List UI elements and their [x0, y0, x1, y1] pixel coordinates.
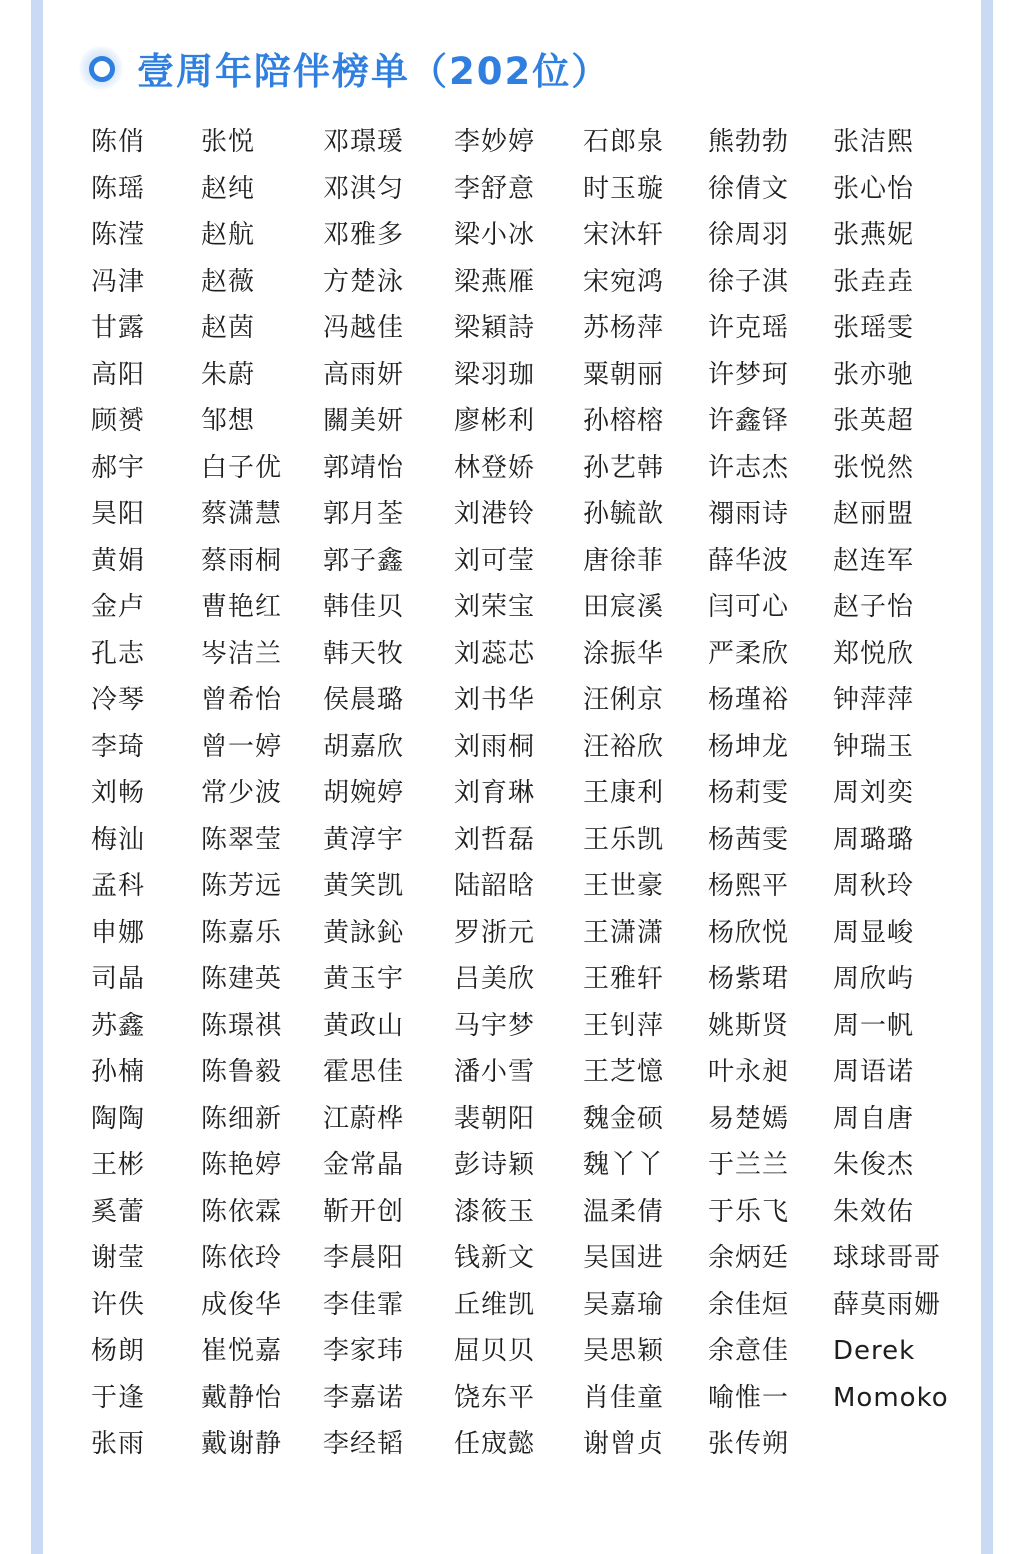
name-entry: 周璐璐: [833, 824, 915, 855]
name-entry: 郭靖怡: [323, 452, 405, 483]
name-entry: 陈建英: [201, 964, 283, 994]
name-entry: 杨朗: [91, 1336, 146, 1366]
name-entry: 饶东平: [454, 1382, 536, 1413]
name-entry: 孟科: [91, 871, 146, 901]
name-entry: 梁燕雁: [454, 266, 536, 297]
name-entry: 岑洁兰: [201, 638, 283, 669]
name-entry: 孙毓歆: [583, 499, 665, 529]
name-entry: 谢莹: [91, 1243, 146, 1273]
name-entry: 昊阳: [91, 499, 146, 529]
name-entry: 陆韶晗: [454, 871, 536, 901]
name-entry: 高阳: [91, 359, 146, 390]
name-row: [43, 352, 981, 399]
name-entry: 潘小雪: [454, 1057, 536, 1087]
name-entry: 赵丽盟: [833, 499, 915, 529]
name-entry: 李晨阳: [323, 1243, 405, 1273]
name-entry: 杨瑾裕: [708, 685, 790, 715]
name-row: [43, 119, 981, 166]
name-entry: 闫可心: [708, 592, 790, 622]
name-entry: 张英超: [833, 406, 915, 436]
name-entry: 严柔欣: [708, 638, 790, 669]
name-entry: 王雅轩: [583, 964, 665, 994]
name-entry: 谢曾贞: [583, 1429, 665, 1459]
name-row: [43, 305, 981, 352]
name-entry: 黄詠鈊: [323, 917, 405, 948]
name-row: [43, 863, 981, 910]
name-entry: 孙楠: [91, 1057, 146, 1087]
name-entry: 吴嘉瑜: [583, 1289, 665, 1320]
name-entry: 魏丫丫: [583, 1150, 665, 1180]
name-entry: 魏金硕: [583, 1103, 665, 1134]
name-entry: 李妙婷: [454, 127, 536, 157]
name-entry: 徐倩文: [708, 173, 790, 204]
name-entry: 熊勃勃: [708, 127, 790, 157]
name-entry: 杨坤龙: [708, 731, 790, 762]
name-entry: 林登娇: [454, 452, 536, 483]
name-entry: 冯津: [91, 266, 146, 297]
name-entry: 江蔚桦: [323, 1103, 405, 1134]
name-entry: 朱效佑: [833, 1196, 915, 1227]
name-entry: 刘可莹: [454, 545, 536, 576]
name-entry: 邓璟瑗: [323, 127, 405, 157]
name-entry: 汪裕欣: [583, 731, 665, 762]
name-entry: 吴思颖: [583, 1336, 665, 1366]
name-row: [43, 631, 981, 678]
name-entry: 陈依玲: [201, 1243, 283, 1273]
name-row: [43, 817, 981, 864]
name-entry: 韩天牧: [323, 638, 405, 669]
name-entry: 时玉璇: [583, 173, 665, 204]
name-entry: 周秋玲: [833, 871, 915, 901]
name-entry: 刘荣宝: [454, 592, 536, 622]
name-entry: 薛莫雨姗: [833, 1289, 942, 1320]
name-entry: 张燕妮: [833, 220, 915, 250]
name-entry: 侯晨璐: [323, 685, 405, 715]
name-entry: 關美妍: [323, 406, 405, 436]
name-entry: 张垚垚: [833, 266, 915, 297]
name-entry: 高雨妍: [323, 359, 405, 390]
name-entry: 黄笑凯: [323, 871, 405, 901]
name-entry: 于乐飞: [708, 1196, 790, 1227]
name-entry: 郑悦欣: [833, 638, 915, 669]
name-entry: 漆筱玉: [454, 1196, 536, 1227]
name-row: [43, 212, 981, 259]
name-entry: 韩佳贝: [323, 592, 405, 622]
name-entry: 张瑶雯: [833, 313, 915, 343]
name-entry: 张心怡: [833, 173, 915, 204]
name-entry: 邓雅多: [323, 220, 405, 250]
name-entry: 梁穎詩: [454, 313, 536, 343]
name-entry: 刘育琳: [454, 778, 536, 808]
name-row: [43, 445, 981, 492]
name-entry: 陈滢: [91, 220, 146, 250]
name-entry: 王彬: [91, 1150, 146, 1180]
name-entry: 孔志: [91, 638, 146, 669]
name-entry: 陈鲁毅: [201, 1057, 283, 1087]
name-entry: 杨欣悦: [708, 917, 790, 948]
name-entry: 王潇潇: [583, 917, 665, 948]
name-entry: 陈俏: [91, 127, 146, 157]
name-entry: 廖彬利: [454, 406, 536, 436]
name-entry: 李嘉诺: [323, 1382, 405, 1413]
section-heading: [87, 40, 610, 96]
name-entry: 孙榕榕: [583, 406, 665, 436]
name-row: [43, 770, 981, 817]
name-entry: 刘书华: [454, 685, 536, 715]
name-entry: 刘港铃: [454, 499, 536, 529]
name-row: [43, 259, 981, 306]
name-row: [43, 491, 981, 538]
name-entry: 刘畅: [91, 778, 146, 808]
name-entry: 胡婉婷: [323, 778, 405, 808]
name-entry: 姚斯贤: [708, 1010, 790, 1041]
name-entry: 薛华波: [708, 545, 790, 576]
name-row: [43, 1003, 981, 1050]
name-entry: 刘哲磊: [454, 824, 536, 855]
name-row: [43, 1096, 981, 1143]
name-row: [43, 538, 981, 585]
name-entry: 陈瑶: [91, 173, 146, 204]
name-entry: 涂振华: [583, 638, 665, 669]
name-entry: 余炳廷: [708, 1243, 790, 1273]
name-entry: 苏杨萍: [583, 313, 665, 343]
name-entry: 曾希怡: [201, 685, 283, 715]
name-entry: 曹艳红: [201, 592, 283, 622]
name-entry: 肖佳童: [583, 1382, 665, 1413]
name-entry: 叶永昶: [708, 1057, 790, 1087]
name-entry: 周显峻: [833, 917, 915, 948]
name-entry: 胡嘉欣: [323, 731, 405, 762]
name-entry: 钟瑞玉: [833, 731, 915, 762]
name-row: [43, 677, 981, 724]
name-entry: 杨茜雯: [708, 824, 790, 855]
name-entry: 孙艺韩: [583, 452, 665, 483]
name-entry: 甘露: [91, 313, 146, 343]
name-entry: 许志杰: [708, 452, 790, 483]
name-entry: 黄娟: [91, 545, 146, 576]
name-entry: 邹想: [201, 406, 256, 436]
name-entry: 陶陶: [91, 1103, 146, 1134]
name-row: [43, 584, 981, 631]
name-entry: 白子优: [201, 452, 283, 483]
name-entry: 方楚泳: [323, 266, 405, 297]
name-entry: 于兰兰: [708, 1150, 790, 1180]
name-entry: 成俊华: [201, 1289, 283, 1320]
name-entry: 球球哥哥: [833, 1243, 942, 1273]
name-entry: Momoko: [833, 1382, 949, 1413]
name-entry: 许佚: [91, 1289, 146, 1320]
name-entry: 陈嘉乐: [201, 917, 283, 948]
name-row: [43, 1235, 981, 1282]
name-entry: 汪俐京: [583, 685, 665, 715]
name-entry: 金常晶: [323, 1150, 405, 1180]
name-entry: 杨熙平: [708, 871, 790, 901]
name-entry: 张悦: [201, 127, 256, 157]
name-entry: 周欣屿: [833, 964, 915, 994]
name-entry: 黄政山: [323, 1010, 405, 1041]
name-entry: 赵薇: [201, 266, 256, 297]
name-entry: 宋宛鸿: [583, 266, 665, 297]
name-entry: 余佳烜: [708, 1289, 790, 1320]
name-entry: 黄玉宇: [323, 964, 405, 994]
section-title: 壹周年陪伴榜单（202位）: [137, 50, 611, 93]
name-entry: 王乐凯: [583, 824, 665, 855]
name-entry: 田宸溪: [583, 592, 665, 622]
name-entry: 金卢: [91, 592, 146, 622]
name-entry: 张雨: [91, 1429, 146, 1459]
ranking-card: [43, 0, 981, 1554]
right-border: [981, 0, 993, 1554]
name-row: [43, 166, 981, 213]
name-entry: 申娜: [91, 917, 146, 948]
name-entry: 唐徐菲: [583, 545, 665, 576]
name-entry: 王钊萍: [583, 1010, 665, 1041]
name-entry: 曾一婷: [201, 731, 283, 762]
name-entry: 徐子淇: [708, 266, 790, 297]
name-entry: 赵茵: [201, 313, 256, 343]
name-entry: 赵航: [201, 220, 256, 250]
name-entry: 赵纯: [201, 173, 256, 204]
name-entry: 戴静怡: [201, 1382, 283, 1413]
name-entry: 苏鑫: [91, 1010, 146, 1041]
name-entry: 梁小冰: [454, 220, 536, 250]
name-row: [43, 1049, 981, 1096]
name-entry: 张传朔: [708, 1429, 790, 1459]
name-entry: 梁羽珈: [454, 359, 536, 390]
circle-bullet-icon: [87, 54, 115, 82]
name-row: [43, 1142, 981, 1189]
name-entry: 李家玮: [323, 1336, 405, 1366]
name-row: [43, 398, 981, 445]
name-entry: 周一帆: [833, 1010, 915, 1041]
name-entry: 赵连军: [833, 545, 915, 576]
name-entry: 戴谢静: [201, 1429, 283, 1459]
name-entry: 徐周羽: [708, 220, 790, 250]
name-entry: 许鑫铎: [708, 406, 790, 436]
name-entry: 刘雨桐: [454, 731, 536, 762]
name-entry: 喻惟一: [708, 1382, 790, 1413]
name-entry: 邓淇匀: [323, 173, 405, 204]
name-entry: 杨紫珺: [708, 964, 790, 994]
name-row: [43, 1189, 981, 1236]
name-entry: 周自唐: [833, 1103, 915, 1134]
name-entry: 王康利: [583, 778, 665, 808]
name-entry: 许克瑶: [708, 313, 790, 343]
name-entry: 张悦然: [833, 452, 915, 483]
name-entry: 裴朝阳: [454, 1103, 536, 1134]
name-entry: 常少波: [201, 778, 283, 808]
name-entry: 郭子鑫: [323, 545, 405, 576]
name-entry: 易楚嫣: [708, 1103, 790, 1134]
name-row: [43, 724, 981, 771]
name-entry: 张亦驰: [833, 359, 915, 390]
name-entry: 陈艳婷: [201, 1150, 283, 1180]
name-entry: 蔡雨桐: [201, 545, 283, 576]
name-entry: 陈璟祺: [201, 1010, 283, 1041]
name-entry: 温柔倩: [583, 1196, 665, 1227]
name-entry: 冯越佳: [323, 313, 405, 343]
name-entry: 蔡潇慧: [201, 499, 283, 529]
name-entry: 朱俊杰: [833, 1150, 915, 1180]
name-entry: 杨莉雯: [708, 778, 790, 808]
name-entry: 宋沐轩: [583, 220, 665, 250]
name-row: [43, 1421, 981, 1468]
name-entry: 司晶: [91, 964, 146, 994]
name-row: [43, 1282, 981, 1329]
name-entry: 石郎泉: [583, 127, 665, 157]
name-entry: Derek: [833, 1336, 916, 1366]
name-entry: 霍思佳: [323, 1057, 405, 1087]
name-entry: 余意佳: [708, 1336, 790, 1366]
name-entry: 陈细新: [201, 1103, 283, 1134]
name-entry: 刘蕊芯: [454, 638, 536, 669]
name-entry: 吕美欣: [454, 964, 536, 994]
name-entry: 张洁熙: [833, 127, 915, 157]
name-entry: 粟朝丽: [583, 359, 665, 390]
name-entry: 罗浙元: [454, 917, 536, 948]
name-entry: 顾赟: [91, 406, 146, 436]
name-entry: 郝宇: [91, 452, 146, 483]
name-entry: 李琦: [91, 731, 146, 762]
name-row: [43, 1375, 981, 1422]
name-entry: 钟萍萍: [833, 685, 915, 715]
name-entry: 梅汕: [91, 824, 146, 855]
name-row: [43, 956, 981, 1003]
name-entry: 奚蕾: [91, 1196, 146, 1227]
name-entry: 赵子怡: [833, 592, 915, 622]
name-entry: 李经韬: [323, 1429, 405, 1459]
name-entry: 李舒意: [454, 173, 536, 204]
name-entry: 任宬懿: [454, 1429, 536, 1459]
name-entry: 彭诗颖: [454, 1150, 536, 1180]
name-entry: 靳开创: [323, 1196, 405, 1227]
name-row: [43, 910, 981, 957]
name-entry: 黄淳宇: [323, 824, 405, 855]
name-row: [43, 1328, 981, 1375]
name-entry: 王芝憶: [583, 1057, 665, 1087]
left-border: [31, 0, 43, 1554]
name-entry: 陈依霖: [201, 1196, 283, 1227]
name-entry: 于逢: [91, 1382, 146, 1413]
name-entry: 周语诺: [833, 1057, 915, 1087]
name-entry: 周刘奕: [833, 778, 915, 808]
name-entry: 吴国进: [583, 1243, 665, 1273]
name-entry: 郭月荃: [323, 499, 405, 529]
name-entry: 禤雨诗: [708, 499, 790, 529]
name-entry: 陈翠莹: [201, 824, 283, 855]
name-entry: 李佳霏: [323, 1289, 405, 1320]
name-entry: 陈芳远: [201, 871, 283, 901]
name-entry: 丘维凯: [454, 1289, 536, 1320]
name-entry: 马宇梦: [454, 1010, 536, 1041]
name-entry: 钱新文: [454, 1243, 536, 1273]
name-entry: 冷琴: [91, 685, 146, 715]
name-entry: 朱蔚: [201, 359, 256, 390]
name-grid: [43, 119, 981, 1468]
name-entry: 许梦珂: [708, 359, 790, 390]
name-entry: 屈贝贝: [454, 1336, 536, 1366]
name-entry: 崔悦嘉: [201, 1336, 283, 1366]
name-entry: 王世豪: [583, 871, 665, 901]
